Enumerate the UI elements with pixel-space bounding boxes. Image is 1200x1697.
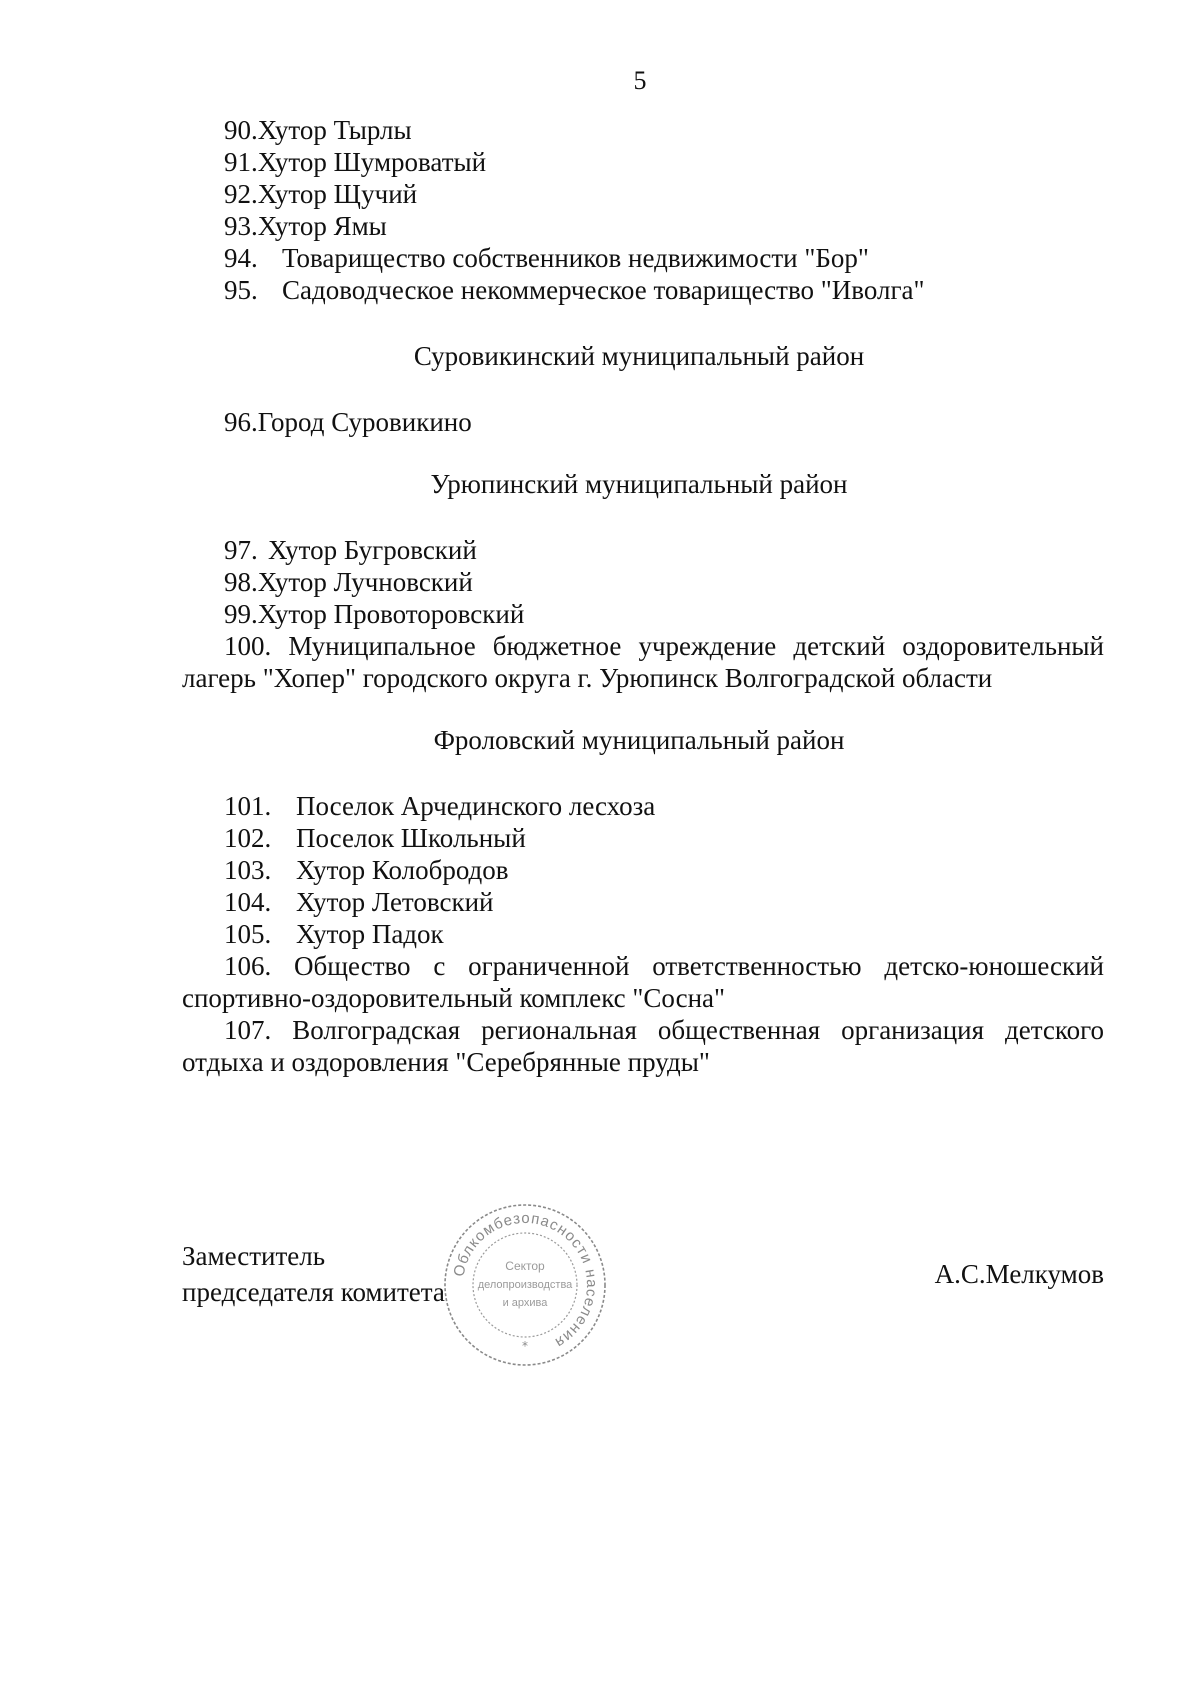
item-text: Садоводческое некоммерческое товарищество "Иволга": [282, 275, 925, 305]
list-item-multiline: [182, 950, 1104, 1014]
stamp-star-icon: *: [522, 1339, 528, 1353]
signatory-name: А.С.Мелкумов: [934, 1259, 1104, 1289]
item-text: Город Суровикино: [257, 407, 472, 437]
list-item: [224, 178, 417, 210]
item-number: 93.: [224, 211, 258, 241]
list-item: [224, 822, 526, 854]
item-number: 105.: [224, 919, 272, 949]
stamp-inner-line3: и архива: [502, 1297, 548, 1309]
signatory-title: [182, 1238, 445, 1310]
stamp-inner-line1: Сектор: [505, 1259, 545, 1273]
list-item: [224, 534, 477, 566]
item-107-line1: 107. Волгоградская региональная общественная организация детского: [224, 1015, 1104, 1045]
item-100-line2: лагерь "Хопер" городского округа г. Урюпинск Волгоградской области: [182, 663, 993, 693]
item-text: Хутор Ямы: [257, 211, 387, 241]
list-item: [224, 886, 493, 918]
list-item-multiline: [182, 630, 1104, 694]
signatory-title-line1: Заместитель: [182, 1241, 326, 1271]
list-item: [224, 854, 509, 886]
list-item: [224, 114, 412, 146]
item-number: 97.: [224, 535, 258, 565]
item-text: Хутор Лучновский: [257, 567, 473, 597]
item-number: 92.: [224, 179, 258, 209]
item-text: Хутор Щучий: [257, 179, 418, 209]
item-text: Хутор Бугровский: [268, 535, 477, 565]
list-item: [224, 918, 444, 950]
list-item: [224, 790, 655, 822]
stamp-ring-text: Облкомбезопасности населения: [450, 1209, 601, 1352]
item-107-line2: отдыха и оздоровления "Серебрянные пруды": [182, 1047, 710, 1077]
stamp-inner-line2: делопроизводства: [477, 1279, 573, 1291]
list-item: [224, 242, 869, 274]
item-106-line2: спортивно-оздоровительный комплекс "Сосна": [182, 983, 726, 1013]
item-number: 104.: [224, 887, 272, 917]
item-number: 98.: [224, 567, 258, 597]
item-number: 102.: [224, 823, 272, 853]
item-text: Товарищество собственников недвижимости "Бор": [282, 243, 869, 273]
item-number: 90.: [224, 115, 258, 145]
item-number: 94.: [224, 243, 258, 273]
item-100-line1: 100. Муниципальное бюджетное учреждение детский оздоровительный: [224, 631, 1104, 661]
page-number: 5: [633, 66, 647, 95]
official-stamp-icon: [440, 1200, 610, 1370]
item-106-line1: 106. Общество с ограниченной ответственностью детско-юношеский: [224, 951, 1104, 981]
item-number: 101.: [224, 791, 272, 821]
list-item: [224, 566, 473, 598]
list-item: [224, 210, 387, 242]
item-text: Поселок Школьный: [296, 823, 526, 853]
list-item: [224, 274, 925, 306]
item-text: Хутор Тырлы: [257, 115, 412, 145]
list-item: [224, 406, 472, 438]
item-number: 95.: [224, 275, 258, 305]
item-text: Хутор Шумроватый: [257, 147, 487, 177]
item-number: 103.: [224, 855, 272, 885]
item-number: 96.: [224, 407, 258, 437]
item-number: 91.: [224, 147, 258, 177]
signatory-title-line2: председателя комитета: [182, 1277, 445, 1307]
item-text: Хутор Провоторовский: [257, 599, 525, 629]
item-text: Хутор Летовский: [296, 887, 494, 917]
district-heading-uryupinsk: Урюпинский муниципальный район: [430, 469, 848, 499]
district-heading-surovikino: Суровикинский муниципальный район: [413, 341, 865, 371]
district-heading-frolovo: Фроловский муниципальный район: [433, 725, 845, 755]
list-item-multiline: [182, 1014, 1104, 1078]
item-text: Хутор Падок: [296, 919, 444, 949]
item-text: Поселок Арчединского лесхоза: [296, 791, 656, 821]
list-item: [224, 146, 486, 178]
item-text: Хутор Колобродов: [296, 855, 509, 885]
item-number: 99.: [224, 599, 258, 629]
list-item: [224, 598, 524, 630]
